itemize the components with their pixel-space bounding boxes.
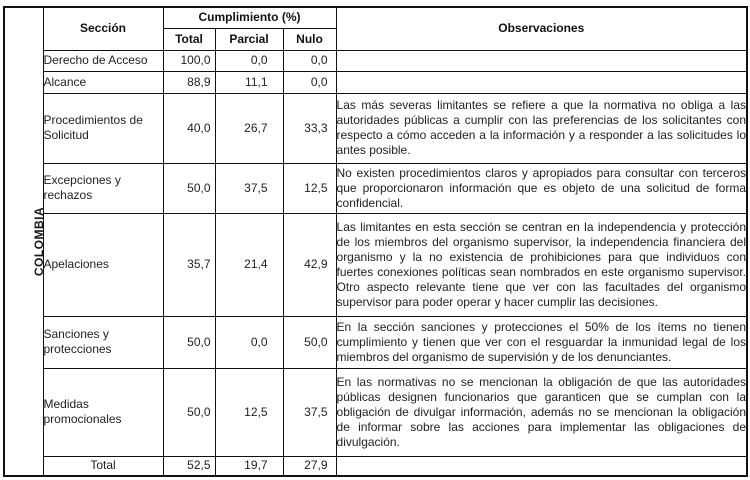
row-parcial: 12,5 (215, 368, 283, 456)
row-observaciones: En la sección sanciones y protecciones el 50% de los ítems no tienen cumplimiento y tienen que ver con el resguardar la inmunidad legal de los miembros del organismo de supervisión y de los denunciantes. (336, 316, 747, 368)
row-seccion: Sanciones y protecciones (43, 316, 163, 368)
country-cell (4, 7, 47, 476)
table-row (4, 93, 747, 163)
row-seccion: Medidas promocionales (43, 368, 163, 456)
row-parcial: 0,0 (215, 50, 283, 71)
row-nulo: 42,9 (283, 213, 336, 316)
header-parcial: Parcial (215, 28, 283, 50)
row-total: 50,0 (163, 368, 215, 456)
row-total: 88,9 (163, 71, 215, 93)
table-row (4, 316, 747, 368)
row-total: 40,0 (163, 93, 215, 163)
header-seccion: Sección (43, 7, 163, 50)
row-nulo: 0,0 (283, 71, 336, 93)
row-seccion: Alcance (43, 71, 163, 93)
header-total: Total (163, 28, 215, 50)
row-seccion: Excepciones y rechazos (43, 163, 163, 213)
row-nulo: 37,5 (283, 368, 336, 456)
total-row (4, 456, 747, 476)
table-row (4, 50, 747, 71)
table-row (4, 71, 747, 93)
compliance-table (3, 6, 748, 477)
row-nulo: 0,0 (283, 50, 336, 71)
row-total: 50,0 (163, 163, 215, 213)
country-label: COLOMBIA (32, 206, 47, 277)
row-nulo: 12,5 (283, 163, 336, 213)
table-row (4, 213, 747, 316)
header-nulo: Nulo (283, 28, 336, 50)
total-label: Total (43, 456, 163, 476)
row-observaciones: En las normativas no se mencionan la obligación de que las autoridades públicas designen funcionarios que garanticen que se cumplan con la obligación de divulgar información, además no se mencionan la obligación de informar sobre las acciones para implementar las obligaciones de divulgación. (336, 368, 747, 456)
row-observaciones: Las limitantes en esta sección se centran en la independencia y protección de los miembros del organismo supervisor, la independencia financiera del organismo y la no existencia de prohibiciones para que individuos con fuertes conexiones políticas sean nombrados en este organismo supervisor. Otro aspecto relevante tiene que ver con las facultades del organismo supervisor para poder operar y hacer cumplir las decisiones. (336, 213, 747, 316)
row-nulo: 50,0 (283, 316, 336, 368)
table-row (4, 163, 747, 213)
total-total: 52,5 (163, 456, 215, 476)
header-observaciones: Observaciones (336, 7, 747, 50)
row-parcial: 21,4 (215, 213, 283, 316)
row-observaciones (336, 50, 747, 71)
row-observaciones (336, 71, 747, 93)
row-parcial: 0,0 (215, 316, 283, 368)
table-row (4, 368, 747, 456)
row-parcial: 37,5 (215, 163, 283, 213)
row-parcial: 11,1 (215, 71, 283, 93)
row-observaciones: No existen procedimientos claros y apropiados para consultar con terceros que proporcionaron información que es objeto de una solicitud de forma confidencial. (336, 163, 747, 213)
row-total: 100,0 (163, 50, 215, 71)
row-nulo: 33,3 (283, 93, 336, 163)
row-seccion: Apelaciones (43, 213, 163, 316)
row-observaciones: Las más severas limitantes se refiere a que la normativa no obliga a las autoridades públicas a cumplir con las preferencias de los solicitantes con respecto a cómo acceden a la información y a responder a las solicitudes lo antes posible. (336, 93, 747, 163)
row-total: 50,0 (163, 316, 215, 368)
row-seccion: Derecho de Acceso (43, 50, 163, 71)
header-cumplimiento: Cumplimiento (%) (163, 7, 336, 28)
total-parcial: 19,7 (215, 456, 283, 476)
row-total: 35,7 (163, 213, 215, 316)
row-parcial: 26,7 (215, 93, 283, 163)
total-observaciones (336, 456, 747, 476)
total-nulo: 27,9 (283, 456, 336, 476)
row-seccion: Procedimientos de Solicitud (43, 93, 163, 163)
